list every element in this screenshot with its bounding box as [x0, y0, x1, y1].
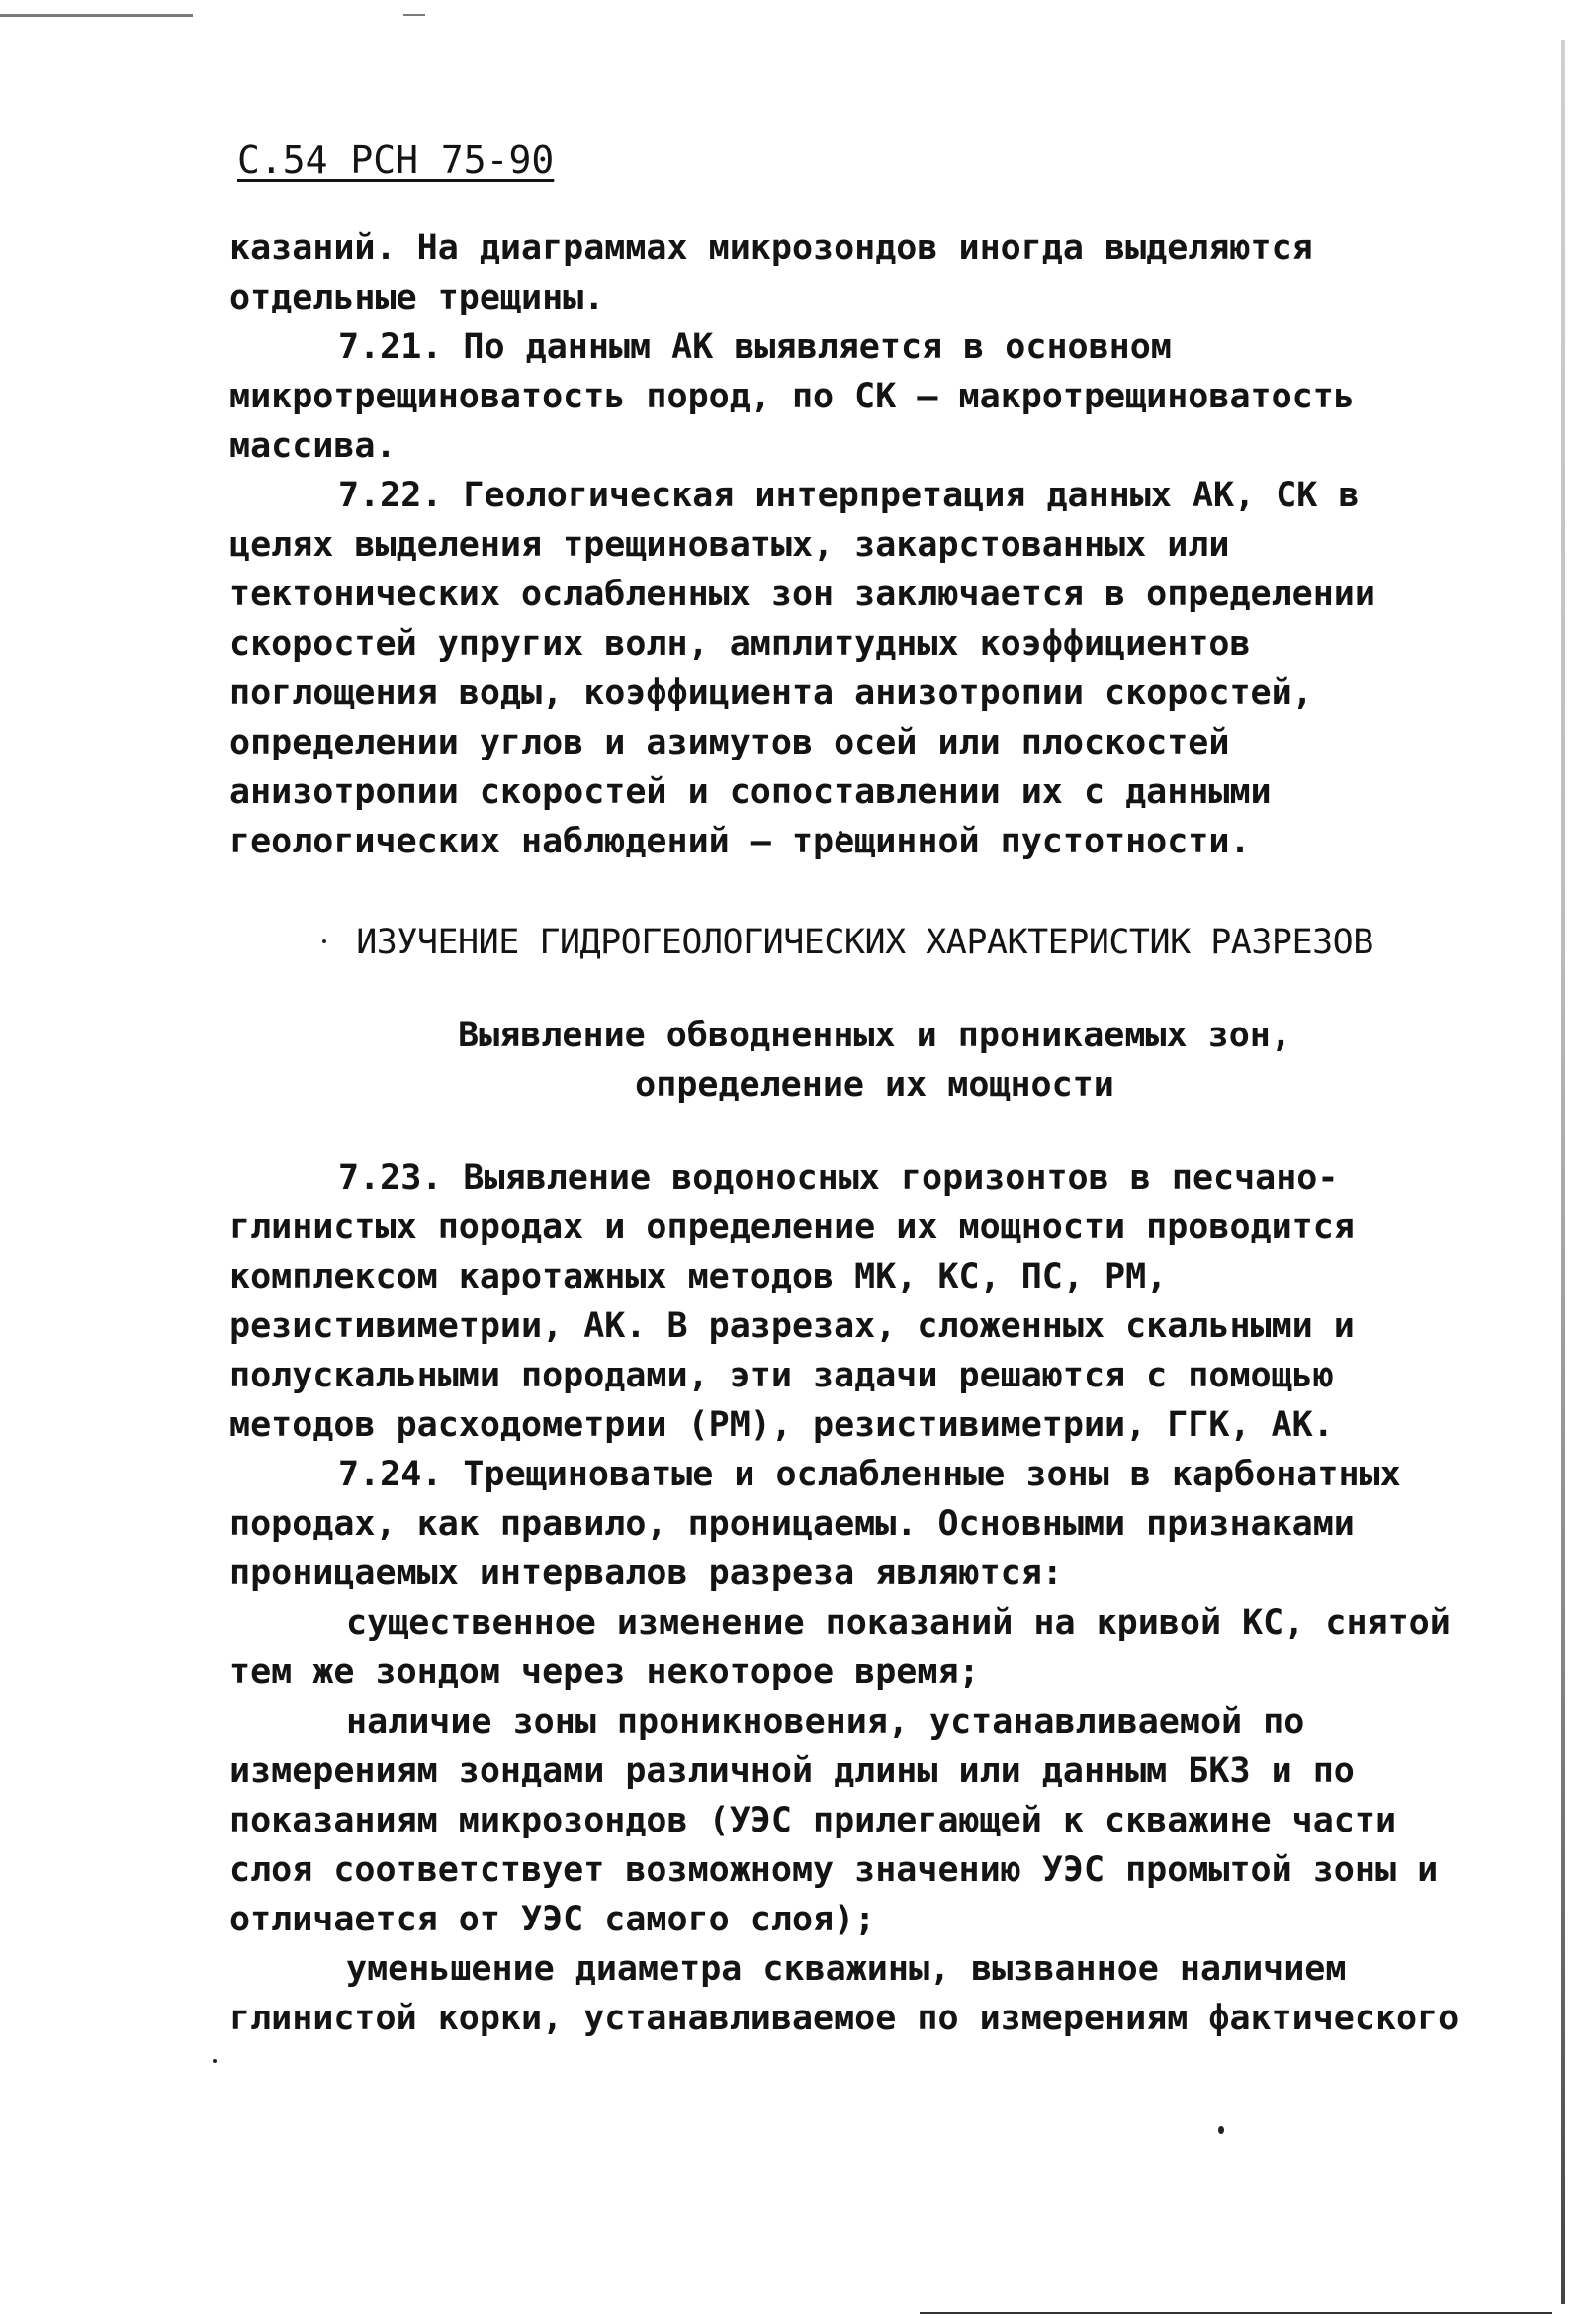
- scan-bottom-line: [920, 2312, 1552, 2314]
- subsection-title-line-2: определение их мощности: [635, 1065, 1114, 1105]
- section-title: ИЗУЧЕНИЕ ГИДРОГЕОЛОГИЧЕСКИХ ХАРАКТЕРИСТИК РАЗРЕЗОВ: [356, 923, 1373, 962]
- paragraph-continuation: казаний. На диаграммах микрозондов иногда выделяются отдельные трещины.: [229, 228, 1313, 317]
- list-item-2: наличие зоны проникновения, устанавливаемой по измерениям зондами различной длины или данным БКЗ и по показаниям микрозондов (УЭС прилегающей к скважине части слоя соответствует возможному значению УЭС промытой зоны и отличается от УЭС самого слоя);: [229, 1702, 1439, 1939]
- paragraph-7-24: 7.24. Трещиноватые и ослабленные зоны в карбонатных породах, как правило, проницаемы. Основными признаками проницаемых интервалов разреза являются:: [229, 1455, 1401, 1593]
- list-item-1: существенное изменение показаний на кривой КС, снятой тем же зондом через некоторое время;: [229, 1603, 1451, 1692]
- paragraph-7-21: 7.21. По данным АК выявляется в основном микротрещиноватость пород, по СК – макротрещиноватость массива.: [229, 327, 1355, 466]
- page-reference: С.54 РСН 75-90: [237, 138, 555, 182]
- list-item-3: уменьшение диаметра скважины, вызванное наличием глинистой корки, устанавливаемое по измерениям фактического: [229, 1949, 1459, 2038]
- document-body: [229, 223, 1460, 2043]
- scan-speck: [1218, 2126, 1224, 2134]
- scan-speck: [213, 2059, 217, 2063]
- scan-artifact-top-line: [0, 14, 193, 17]
- paragraph-7-23: 7.23. Выявление водоносных горизонтов в песчано-глинистых породах и определение их мощности проводится комплексом каротажных методов МК, КС, ПС, РМ, резистивиметрии, АК. В разрезах, сложенных скальными и полускальными породами, эти задачи решаются с помощью методов расходометрии (РМ), резистивиметрии, ГГК, АК.: [229, 1158, 1355, 1445]
- scan-artifact-top-dash: [403, 14, 425, 16]
- paragraph-7-22: 7.22. Геологическая интерпретация данных АК, СК в целях выделения трещиноватых, закарстованных или тектонических ослабленных зон заключается в определении скоростей упругих волн, амплитудных коэффициентов поглощения воды, коэффициента анизотропии скоростей, определении углов и азимутов осей или плоскостей анизотропии скоростей и сопоставлении их с данными геологических наблюдений – трещинной пустотности.: [229, 476, 1375, 861]
- subsection-title-line-1: Выявление обводненных и проникаемых зон,: [458, 1016, 1291, 1055]
- scan-right-edge: [1561, 40, 1565, 2304]
